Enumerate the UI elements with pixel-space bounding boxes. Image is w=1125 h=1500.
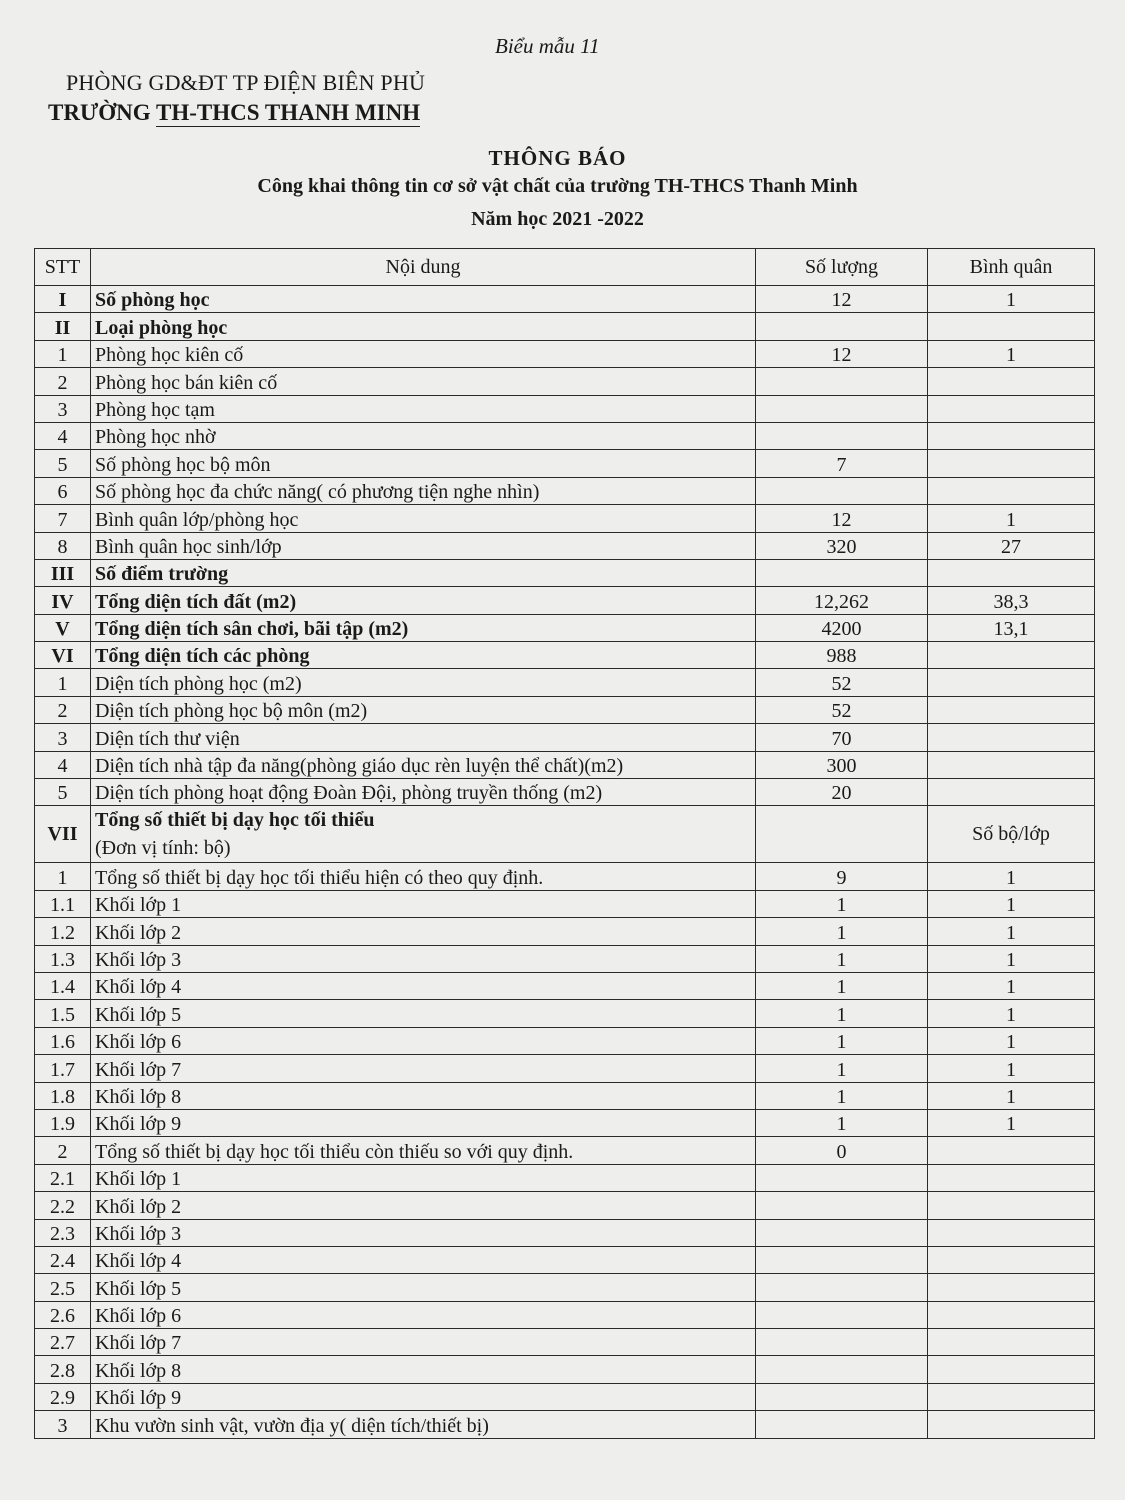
cell-content: Khối lớp 9 — [91, 1109, 756, 1136]
cell-stt: IV — [35, 587, 91, 614]
cell-stt: 2.4 — [35, 1246, 91, 1273]
cell-content: Loại phòng học — [91, 313, 756, 340]
cell-average — [928, 395, 1095, 422]
cell-content: Khối lớp 7 — [91, 1329, 756, 1356]
table-row — [35, 559, 1095, 586]
cell-average — [928, 1137, 1095, 1164]
cell-content: Phòng học bán kiên cố — [91, 368, 756, 395]
column-header-stt: STT — [35, 249, 91, 286]
table-row-section-vii — [35, 806, 1095, 863]
cell-content: Khối lớp 7 — [91, 1055, 756, 1082]
school-year: Năm học 2021 -2022 — [471, 208, 644, 230]
cell-average — [928, 1192, 1095, 1219]
cell-content: Bình quân học sinh/lớp — [91, 532, 756, 559]
cell-quantity: 52 — [756, 696, 928, 723]
cell-quantity: 1 — [756, 1027, 928, 1054]
cell-content: Diện tích nhà tập đa năng(phòng giáo dục rèn luyện thể chất)(m2) — [91, 751, 756, 778]
cell-stt: 5 — [35, 450, 91, 477]
cell-stt: V — [35, 614, 91, 641]
cell-average — [928, 696, 1095, 723]
school-name — [48, 100, 420, 126]
table-row — [35, 1356, 1095, 1383]
cell-average — [928, 669, 1095, 696]
cell-quantity — [756, 1219, 928, 1246]
table-row — [35, 1383, 1095, 1410]
table-row — [35, 505, 1095, 532]
cell-stt: 3 — [35, 395, 91, 422]
cell-stt: 1 — [35, 863, 91, 890]
cell-stt: VI — [35, 642, 91, 669]
school-name-text: TH-THCS THANH MINH — [156, 100, 421, 125]
cell-content: Khối lớp 4 — [91, 1246, 756, 1273]
table-row — [35, 286, 1095, 313]
table-body-section-vii — [35, 806, 1095, 863]
cell-quantity: 9 — [756, 863, 928, 890]
cell-average — [928, 1219, 1095, 1246]
table-row — [35, 1246, 1095, 1273]
cell-average: 1 — [928, 505, 1095, 532]
cell-average — [928, 422, 1095, 449]
cell-quantity — [756, 806, 928, 863]
table-row — [35, 918, 1095, 945]
cell-content: Khối lớp 9 — [91, 1383, 756, 1410]
cell-stt: 2.5 — [35, 1274, 91, 1301]
cell-content: Số phòng học — [91, 286, 756, 313]
table-row — [35, 313, 1095, 340]
table-row — [35, 890, 1095, 917]
cell-stt: 2.8 — [35, 1356, 91, 1383]
cell-content: Khối lớp 1 — [91, 890, 756, 917]
table-row — [35, 1164, 1095, 1191]
cell-quantity: 4200 — [756, 614, 928, 641]
cell-content: Tổng diện tích đất (m2) — [91, 587, 756, 614]
cell-stt: II — [35, 313, 91, 340]
cell-content: Bình quân lớp/phòng học — [91, 505, 756, 532]
cell-quantity — [756, 1274, 928, 1301]
table-row — [35, 450, 1095, 477]
cell-stt: 1.1 — [35, 890, 91, 917]
cell-stt: 5 — [35, 779, 91, 806]
cell-stt: 6 — [35, 477, 91, 504]
cell-average — [928, 559, 1095, 586]
cell-stt: 1.2 — [35, 918, 91, 945]
table-row — [35, 1000, 1095, 1027]
table-row — [35, 1137, 1095, 1164]
cell-average — [928, 1164, 1095, 1191]
school-prefix: TRƯỜNG — [48, 100, 151, 125]
cell-quantity: 1 — [756, 1000, 928, 1027]
cell-quantity: 12 — [756, 286, 928, 313]
cell-average: 1 — [928, 972, 1095, 999]
table-row — [35, 863, 1095, 890]
department-name: PHÒNG GD&ĐT TP ĐIỆN BIÊN PHỦ — [66, 70, 426, 95]
cell-content: Phòng học kiên cố — [91, 340, 756, 367]
cell-quantity — [756, 477, 928, 504]
table-row — [35, 669, 1095, 696]
cell-quantity — [756, 422, 928, 449]
table-row — [35, 422, 1095, 449]
cell-quantity: 320 — [756, 532, 928, 559]
cell-stt: I — [35, 286, 91, 313]
cell-stt: 2.6 — [35, 1301, 91, 1328]
cell-stt: 2.7 — [35, 1329, 91, 1356]
column-header-content: Nội dung — [91, 249, 756, 286]
cell-quantity: 70 — [756, 724, 928, 751]
table-row — [35, 1219, 1095, 1246]
cell-average: 27 — [928, 532, 1095, 559]
cell-stt: 8 — [35, 532, 91, 559]
cell-average: 1 — [928, 1082, 1095, 1109]
table-row — [35, 587, 1095, 614]
table-row — [35, 1082, 1095, 1109]
cell-average — [928, 450, 1095, 477]
cell-average — [928, 1329, 1095, 1356]
cell-stt: 2 — [35, 696, 91, 723]
cell-average: 13,1 — [928, 614, 1095, 641]
cell-average: Số bộ/lớp — [928, 806, 1095, 863]
cell-average — [928, 1383, 1095, 1410]
cell-content: Số phòng học đa chức năng( có phương tiện nghe nhìn) — [91, 477, 756, 504]
table-row — [35, 532, 1095, 559]
cell-quantity: 7 — [756, 450, 928, 477]
table-row — [35, 1192, 1095, 1219]
table-row — [35, 614, 1095, 641]
cell-quantity: 1 — [756, 918, 928, 945]
cell-stt: 1.8 — [35, 1082, 91, 1109]
table-row — [35, 972, 1095, 999]
cell-average: 1 — [928, 340, 1095, 367]
cell-average: 1 — [928, 1055, 1095, 1082]
cell-content: Khối lớp 4 — [91, 972, 756, 999]
table-row — [35, 1301, 1095, 1328]
cell-stt: 2 — [35, 368, 91, 395]
cell-quantity — [756, 1411, 928, 1438]
table-row — [35, 751, 1095, 778]
cell-content: Khối lớp 8 — [91, 1356, 756, 1383]
cell-average: 38,3 — [928, 587, 1095, 614]
cell-stt: 1.9 — [35, 1109, 91, 1136]
cell-quantity: 0 — [756, 1137, 928, 1164]
cell-average — [928, 477, 1095, 504]
cell-stt: 2.9 — [35, 1383, 91, 1410]
cell-quantity: 1 — [756, 1082, 928, 1109]
cell-quantity: 1 — [756, 972, 928, 999]
cell-quantity — [756, 1192, 928, 1219]
cell-average — [928, 751, 1095, 778]
cell-average: 1 — [928, 1109, 1095, 1136]
cell-stt: 1.6 — [35, 1027, 91, 1054]
cell-content: Khối lớp 1 — [91, 1164, 756, 1191]
cell-stt: 1.7 — [35, 1055, 91, 1082]
cell-content: Diện tích phòng hoạt động Đoàn Đội, phòng truyền thống (m2) — [91, 779, 756, 806]
table-row — [35, 340, 1095, 367]
section-vii-title: Tổng số thiết bị dạy học tối thiểu — [95, 809, 375, 832]
cell-average: 1 — [928, 1027, 1095, 1054]
cell-average: 1 — [928, 918, 1095, 945]
cell-content: Tổng số thiết bị dạy học tối thiểu còn thiếu so với quy định. — [91, 1137, 756, 1164]
cell-content: Khối lớp 8 — [91, 1082, 756, 1109]
cell-average — [928, 1274, 1095, 1301]
cell-quantity: 12 — [756, 340, 928, 367]
table-row — [35, 779, 1095, 806]
cell-stt: 1 — [35, 669, 91, 696]
cell-content: Tổng diện tích các phòng — [91, 642, 756, 669]
cell-content: Diện tích phòng học (m2) — [91, 669, 756, 696]
cell-stt: 4 — [35, 422, 91, 449]
section-vii-unit: (Đơn vị tính: bộ) — [95, 837, 231, 860]
cell-average — [928, 1246, 1095, 1273]
cell-stt: 1 — [35, 340, 91, 367]
cell-content: Phòng học tạm — [91, 395, 756, 422]
column-header-average: Bình quân — [928, 249, 1095, 286]
cell-stt: 2 — [35, 1137, 91, 1164]
cell-average — [928, 1411, 1095, 1438]
cell-stt: 1.4 — [35, 972, 91, 999]
cell-quantity: 1 — [756, 890, 928, 917]
notice-subtitle: Công khai thông tin cơ sở vật chất của trường TH-THCS Thanh Minh — [257, 175, 858, 197]
cell-average — [928, 368, 1095, 395]
table-row — [35, 1027, 1095, 1054]
table-body-rooms — [35, 286, 1095, 806]
cell-content: Số phòng học bộ môn — [91, 450, 756, 477]
cell-quantity — [756, 559, 928, 586]
cell-content — [91, 806, 756, 863]
cell-stt: 4 — [35, 751, 91, 778]
table-header-row — [35, 249, 1095, 286]
cell-average: 1 — [928, 1000, 1095, 1027]
cell-quantity — [756, 368, 928, 395]
table-body-equipment — [35, 863, 1095, 1438]
cell-stt: III — [35, 559, 91, 586]
cell-content: Tổng diện tích sân chơi, bãi tập (m2) — [91, 614, 756, 641]
cell-quantity: 988 — [756, 642, 928, 669]
cell-average: 1 — [928, 890, 1095, 917]
cell-quantity — [756, 395, 928, 422]
cell-average: 1 — [928, 286, 1095, 313]
cell-stt: 2.3 — [35, 1219, 91, 1246]
cell-quantity — [756, 1164, 928, 1191]
cell-stt: VII — [35, 806, 91, 863]
cell-quantity — [756, 1383, 928, 1410]
table-row — [35, 945, 1095, 972]
form-number: Biểu mẫu 11 — [495, 34, 600, 58]
cell-content: Tổng số thiết bị dạy học tối thiểu hiện có theo quy định. — [91, 863, 756, 890]
table-row — [35, 696, 1095, 723]
cell-quantity — [756, 1246, 928, 1273]
cell-content: Diện tích phòng học bộ môn (m2) — [91, 696, 756, 723]
facilities-table — [34, 248, 1095, 1439]
table-row — [35, 1274, 1095, 1301]
column-header-quantity: Số lượng — [756, 249, 928, 286]
cell-stt: 2.1 — [35, 1164, 91, 1191]
cell-average — [928, 779, 1095, 806]
table-row — [35, 477, 1095, 504]
notice-title: THÔNG BÁO — [488, 146, 627, 170]
cell-content: Diện tích thư viện — [91, 724, 756, 751]
cell-content: Khối lớp 6 — [91, 1027, 756, 1054]
cell-stt: 1.3 — [35, 945, 91, 972]
cell-average: 1 — [928, 945, 1095, 972]
cell-average — [928, 313, 1095, 340]
cell-quantity: 20 — [756, 779, 928, 806]
cell-quantity: 300 — [756, 751, 928, 778]
cell-content: Khối lớp 3 — [91, 1219, 756, 1246]
table-row — [35, 395, 1095, 422]
cell-quantity: 12,262 — [756, 587, 928, 614]
cell-quantity: 1 — [756, 945, 928, 972]
cell-quantity — [756, 1356, 928, 1383]
cell-quantity: 12 — [756, 505, 928, 532]
cell-average — [928, 642, 1095, 669]
cell-stt: 3 — [35, 1411, 91, 1438]
cell-quantity — [756, 1301, 928, 1328]
cell-stt: 2.2 — [35, 1192, 91, 1219]
table-row — [35, 1109, 1095, 1136]
cell-content: Khối lớp 2 — [91, 1192, 756, 1219]
table-row — [35, 642, 1095, 669]
cell-quantity — [756, 1329, 928, 1356]
cell-content: Phòng học nhờ — [91, 422, 756, 449]
cell-content: Khối lớp 5 — [91, 1000, 756, 1027]
cell-average: 1 — [928, 863, 1095, 890]
cell-average — [928, 1301, 1095, 1328]
cell-quantity: 1 — [756, 1109, 928, 1136]
cell-quantity: 52 — [756, 669, 928, 696]
cell-content: Khối lớp 6 — [91, 1301, 756, 1328]
cell-quantity: 1 — [756, 1055, 928, 1082]
cell-average — [928, 1356, 1095, 1383]
table-row — [35, 1329, 1095, 1356]
cell-stt: 7 — [35, 505, 91, 532]
cell-content: Khối lớp 5 — [91, 1274, 756, 1301]
table-row — [35, 1411, 1095, 1438]
cell-content: Khu vườn sinh vật, vườn địa y( diện tích/thiết bị) — [91, 1411, 756, 1438]
cell-quantity — [756, 313, 928, 340]
cell-content: Khối lớp 3 — [91, 945, 756, 972]
cell-content: Số điểm trường — [91, 559, 756, 586]
cell-average — [928, 724, 1095, 751]
cell-stt: 1.5 — [35, 1000, 91, 1027]
table-row — [35, 724, 1095, 751]
table-row — [35, 368, 1095, 395]
table-row — [35, 1055, 1095, 1082]
cell-content: Khối lớp 2 — [91, 918, 756, 945]
cell-stt: 3 — [35, 724, 91, 751]
